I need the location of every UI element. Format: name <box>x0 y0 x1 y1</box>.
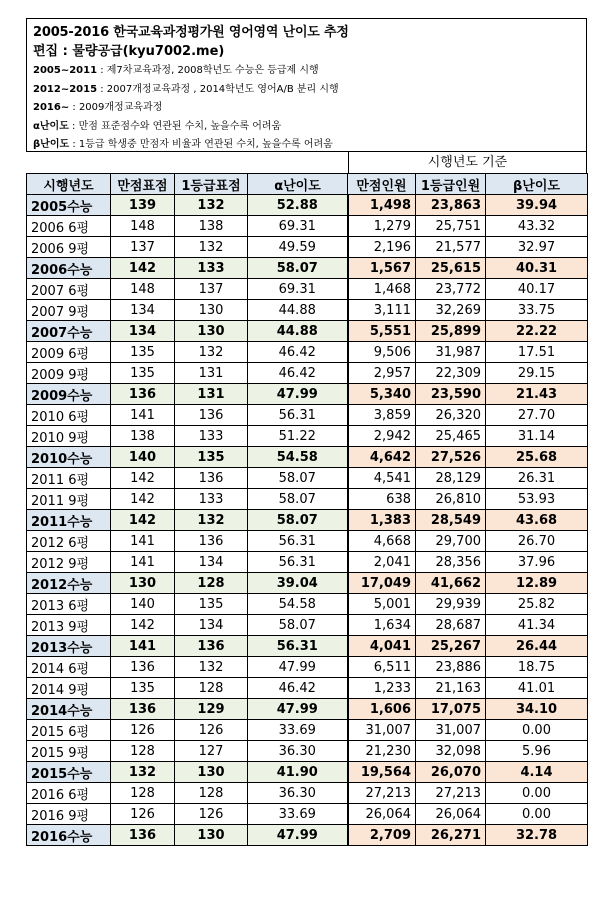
cell-grade1-score: 134 <box>175 552 248 573</box>
cell-grade1-score: 135 <box>175 447 248 468</box>
cell-perfect-count: 2,709 <box>348 825 416 846</box>
cell-alpha: 56.31 <box>248 636 348 657</box>
cell-beta: 17.51 <box>486 342 588 363</box>
cell-alpha: 58.07 <box>248 615 348 636</box>
column-header-grade1-count: 1등급인원 <box>416 174 486 195</box>
column-header-alpha: α난이도 <box>248 174 348 195</box>
cell-perfect-score: 135 <box>111 678 175 699</box>
column-header-perfect-score: 만점표점 <box>111 174 175 195</box>
table-row <box>27 531 588 552</box>
table-row <box>27 825 588 846</box>
cell-grade1-count: 23,886 <box>416 657 486 678</box>
note-text: : 제7차교육과정, 2008학년도 수능은 등급제 시행 <box>97 65 319 76</box>
cell-perfect-score: 141 <box>111 552 175 573</box>
cell-alpha: 69.31 <box>248 216 348 237</box>
cell-grade1-score: 136 <box>175 405 248 426</box>
cell-alpha: 52.88 <box>248 195 348 216</box>
cell-grade1-score: 126 <box>175 720 248 741</box>
cell-year: 2011수능 <box>27 510 111 531</box>
cell-perfect-count: 9,506 <box>348 342 416 363</box>
table-row <box>27 216 588 237</box>
cell-perfect-score: 126 <box>111 720 175 741</box>
cell-perfect-count: 1,383 <box>348 510 416 531</box>
cell-perfect-count: 5,551 <box>348 321 416 342</box>
cell-year: 2007 9평 <box>27 300 111 321</box>
cell-beta: 43.68 <box>486 510 588 531</box>
cell-perfect-count: 21,230 <box>348 741 416 762</box>
cell-perfect-score: 138 <box>111 426 175 447</box>
cell-perfect-score: 130 <box>111 573 175 594</box>
cell-year: 2012 6평 <box>27 531 111 552</box>
cell-perfect-count: 4,668 <box>348 531 416 552</box>
cell-year: 2011 9평 <box>27 489 111 510</box>
cell-grade1-score: 130 <box>175 762 248 783</box>
cell-perfect-count: 1,279 <box>348 216 416 237</box>
basis-row <box>26 152 587 173</box>
cell-year: 2007수능 <box>27 321 111 342</box>
cell-grade1-score: 132 <box>175 195 248 216</box>
cell-alpha: 51.22 <box>248 426 348 447</box>
cell-year: 2011 6평 <box>27 468 111 489</box>
table-row <box>27 720 588 741</box>
cell-grade1-count: 27,213 <box>416 783 486 804</box>
cell-beta: 25.82 <box>486 594 588 615</box>
cell-grade1-count: 23,863 <box>416 195 486 216</box>
info-box <box>26 18 587 152</box>
cell-perfect-count: 2,041 <box>348 552 416 573</box>
cell-perfect-score: 126 <box>111 804 175 825</box>
cell-perfect-score: 141 <box>111 636 175 657</box>
table-row <box>27 258 588 279</box>
cell-beta: 22.22 <box>486 321 588 342</box>
cell-beta: 32.78 <box>486 825 588 846</box>
cell-grade1-score: 136 <box>175 636 248 657</box>
cell-grade1-count: 32,098 <box>416 741 486 762</box>
cell-alpha: 39.04 <box>248 573 348 594</box>
cell-grade1-count: 27,526 <box>416 447 486 468</box>
table-row <box>27 321 588 342</box>
column-header-perfect-count: 만점인원 <box>348 174 416 195</box>
cell-perfect-count: 27,213 <box>348 783 416 804</box>
column-header-beta: β난이도 <box>486 174 588 195</box>
cell-grade1-score: 126 <box>175 804 248 825</box>
cell-year: 2009 6평 <box>27 342 111 363</box>
cell-beta: 53.93 <box>486 489 588 510</box>
cell-grade1-score: 135 <box>175 594 248 615</box>
cell-grade1-count: 28,549 <box>416 510 486 531</box>
note-label: 2005~2011 <box>33 65 98 76</box>
cell-perfect-count: 4,642 <box>348 447 416 468</box>
note-label: 2012~2015 <box>33 83 98 95</box>
table-row <box>27 762 588 783</box>
cell-beta: 21.43 <box>486 384 588 405</box>
table-row <box>27 594 588 615</box>
cell-grade1-count: 25,899 <box>416 321 486 342</box>
cell-grade1-count: 28,129 <box>416 468 486 489</box>
cell-grade1-count: 28,356 <box>416 552 486 573</box>
cell-perfect-score: 132 <box>111 762 175 783</box>
cell-alpha: 54.58 <box>248 594 348 615</box>
table-row <box>27 552 588 573</box>
table-row <box>27 363 588 384</box>
cell-perfect-count: 5,001 <box>348 594 416 615</box>
cell-grade1-count: 25,465 <box>416 426 486 447</box>
table-row <box>27 195 588 216</box>
note-text: : 2009개정교육과정 <box>69 102 163 114</box>
cell-grade1-count: 29,939 <box>416 594 486 615</box>
cell-perfect-count: 4,541 <box>348 468 416 489</box>
editor-line: 편집 : 물량공급(kyu7002.me) <box>33 44 225 59</box>
difficulty-table <box>26 173 588 846</box>
cell-year: 2013수능 <box>27 636 111 657</box>
cell-beta: 40.17 <box>486 279 588 300</box>
cell-perfect-score: 142 <box>111 258 175 279</box>
cell-perfect-count: 1,567 <box>348 258 416 279</box>
cell-alpha: 56.31 <box>248 531 348 552</box>
sheet-title: 2005-2016 한국교육과정평가원 영어영역 난이도 추정 <box>33 25 349 40</box>
cell-alpha: 47.99 <box>248 825 348 846</box>
cell-alpha: 56.31 <box>248 405 348 426</box>
cell-perfect-score: 139 <box>111 195 175 216</box>
cell-perfect-count: 1,233 <box>348 678 416 699</box>
cell-grade1-score: 131 <box>175 363 248 384</box>
cell-perfect-score: 136 <box>111 657 175 678</box>
cell-grade1-score: 136 <box>175 468 248 489</box>
cell-grade1-score: 133 <box>175 258 248 279</box>
cell-perfect-score: 141 <box>111 405 175 426</box>
cell-perfect-score: 134 <box>111 300 175 321</box>
table-row <box>27 741 588 762</box>
cell-year: 2006수능 <box>27 258 111 279</box>
cell-perfect-score: 134 <box>111 321 175 342</box>
table-row <box>27 300 588 321</box>
cell-year: 2010수능 <box>27 447 111 468</box>
cell-perfect-score: 140 <box>111 594 175 615</box>
cell-perfect-count: 2,942 <box>348 426 416 447</box>
table-row <box>27 510 588 531</box>
cell-alpha: 47.99 <box>248 384 348 405</box>
cell-year: 2015 9평 <box>27 741 111 762</box>
cell-perfect-count: 31,007 <box>348 720 416 741</box>
cell-year: 2013 6평 <box>27 594 111 615</box>
cell-alpha: 46.42 <box>248 363 348 384</box>
cell-year: 2012수능 <box>27 573 111 594</box>
cell-grade1-count: 23,590 <box>416 384 486 405</box>
cell-perfect-count: 1,468 <box>348 279 416 300</box>
cell-year: 2005수능 <box>27 195 111 216</box>
cell-perfect-count: 6,511 <box>348 657 416 678</box>
table-row <box>27 447 588 468</box>
cell-grade1-count: 21,163 <box>416 678 486 699</box>
cell-alpha: 47.99 <box>248 657 348 678</box>
cell-grade1-score: 133 <box>175 426 248 447</box>
cell-beta: 25.68 <box>486 447 588 468</box>
cell-beta: 26.31 <box>486 468 588 489</box>
cell-beta: 37.96 <box>486 552 588 573</box>
table-row <box>27 405 588 426</box>
cell-alpha: 69.31 <box>248 279 348 300</box>
cell-alpha: 46.42 <box>248 678 348 699</box>
cell-grade1-score: 129 <box>175 699 248 720</box>
cell-year: 2012 9평 <box>27 552 111 573</box>
cell-beta: 34.10 <box>486 699 588 720</box>
cell-beta: 5.96 <box>486 741 588 762</box>
cell-perfect-score: 142 <box>111 510 175 531</box>
table-header-row <box>27 174 588 195</box>
cell-grade1-count: 26,271 <box>416 825 486 846</box>
cell-grade1-score: 138 <box>175 216 248 237</box>
cell-alpha: 33.69 <box>248 804 348 825</box>
cell-year: 2016 6평 <box>27 783 111 804</box>
table-row <box>27 384 588 405</box>
cell-perfect-count: 1,606 <box>348 699 416 720</box>
table-row <box>27 468 588 489</box>
table-row <box>27 342 588 363</box>
cell-alpha: 58.07 <box>248 510 348 531</box>
cell-grade1-count: 23,772 <box>416 279 486 300</box>
cell-beta: 4.14 <box>486 762 588 783</box>
note-text: : 2007개정교육과정 , 2014학년도 영어A/B 분리 시행 <box>97 83 339 95</box>
cell-perfect-count: 17,049 <box>348 573 416 594</box>
cell-year: 2014 9평 <box>27 678 111 699</box>
cell-grade1-score: 137 <box>175 279 248 300</box>
cell-grade1-count: 17,075 <box>416 699 486 720</box>
cell-grade1-count: 31,987 <box>416 342 486 363</box>
cell-perfect-count: 19,564 <box>348 762 416 783</box>
cell-perfect-score: 136 <box>111 384 175 405</box>
cell-perfect-count: 1,634 <box>348 615 416 636</box>
cell-perfect-count: 5,340 <box>348 384 416 405</box>
cell-beta: 33.75 <box>486 300 588 321</box>
cell-year: 2014 6평 <box>27 657 111 678</box>
cell-year: 2016수능 <box>27 825 111 846</box>
table-row <box>27 804 588 825</box>
note-line <box>33 99 580 118</box>
cell-grade1-score: 128 <box>175 678 248 699</box>
cell-perfect-score: 135 <box>111 363 175 384</box>
cell-grade1-score: 132 <box>175 342 248 363</box>
note-line <box>33 81 580 100</box>
cell-year: 2006 9평 <box>27 237 111 258</box>
cell-grade1-count: 28,687 <box>416 615 486 636</box>
cell-beta: 26.44 <box>486 636 588 657</box>
cell-grade1-count: 31,007 <box>416 720 486 741</box>
cell-perfect-score: 148 <box>111 279 175 300</box>
cell-alpha: 47.99 <box>248 699 348 720</box>
note-line <box>33 118 580 137</box>
cell-alpha: 58.07 <box>248 468 348 489</box>
cell-alpha: 44.88 <box>248 300 348 321</box>
cell-beta: 0.00 <box>486 783 588 804</box>
cell-perfect-score: 136 <box>111 825 175 846</box>
table-row <box>27 615 588 636</box>
table-row <box>27 489 588 510</box>
cell-year: 2013 9평 <box>27 615 111 636</box>
cell-perfect-score: 142 <box>111 489 175 510</box>
table-row <box>27 636 588 657</box>
cell-grade1-count: 25,267 <box>416 636 486 657</box>
cell-grade1-score: 131 <box>175 384 248 405</box>
cell-alpha: 41.90 <box>248 762 348 783</box>
cell-perfect-count: 4,041 <box>348 636 416 657</box>
cell-grade1-score: 133 <box>175 489 248 510</box>
cell-perfect-score: 128 <box>111 783 175 804</box>
cell-perfect-count: 26,064 <box>348 804 416 825</box>
cell-grade1-score: 128 <box>175 573 248 594</box>
cell-perfect-count: 2,957 <box>348 363 416 384</box>
note-text: : 1등급 학생중 만점자 비율과 연관된 수치, 높을수록 어려움 <box>69 139 333 151</box>
cell-perfect-score: 142 <box>111 615 175 636</box>
table-row <box>27 783 588 804</box>
cell-perfect-count: 638 <box>348 489 416 510</box>
cell-beta: 41.01 <box>486 678 588 699</box>
cell-grade1-count: 22,309 <box>416 363 486 384</box>
cell-beta: 40.31 <box>486 258 588 279</box>
cell-year: 2007 6평 <box>27 279 111 300</box>
cell-grade1-count: 26,320 <box>416 405 486 426</box>
cell-perfect-score: 136 <box>111 699 175 720</box>
cell-beta: 39.94 <box>486 195 588 216</box>
cell-perfect-score: 142 <box>111 468 175 489</box>
cell-perfect-score: 141 <box>111 531 175 552</box>
note-line <box>33 62 580 81</box>
cell-year: 2006 6평 <box>27 216 111 237</box>
cell-year: 2015수능 <box>27 762 111 783</box>
cell-year: 2014수능 <box>27 699 111 720</box>
cell-year: 2016 9평 <box>27 804 111 825</box>
cell-grade1-count: 26,810 <box>416 489 486 510</box>
cell-year: 2009 9평 <box>27 363 111 384</box>
table-row <box>27 279 588 300</box>
cell-grade1-count: 26,070 <box>416 762 486 783</box>
cell-grade1-count: 29,700 <box>416 531 486 552</box>
table-row <box>27 426 588 447</box>
cell-beta: 12.89 <box>486 573 588 594</box>
cell-beta: 31.14 <box>486 426 588 447</box>
cell-year: 2010 9평 <box>27 426 111 447</box>
basis-label: 시행년도 기준 <box>348 152 587 173</box>
cell-alpha: 36.30 <box>248 783 348 804</box>
note-label: 2016~ <box>33 102 70 114</box>
cell-year: 2009수능 <box>27 384 111 405</box>
cell-beta: 32.97 <box>486 237 588 258</box>
cell-grade1-count: 25,751 <box>416 216 486 237</box>
note-label: α난이도 <box>33 120 69 132</box>
table-row <box>27 699 588 720</box>
table-body <box>27 195 588 846</box>
cell-grade1-score: 132 <box>175 510 248 531</box>
cell-alpha: 44.88 <box>248 321 348 342</box>
cell-perfect-score: 128 <box>111 741 175 762</box>
cell-perfect-count: 3,111 <box>348 300 416 321</box>
cell-beta: 0.00 <box>486 720 588 741</box>
cell-alpha: 36.30 <box>248 741 348 762</box>
cell-grade1-score: 127 <box>175 741 248 762</box>
cell-beta: 0.00 <box>486 804 588 825</box>
cell-grade1-score: 128 <box>175 783 248 804</box>
cell-grade1-count: 26,064 <box>416 804 486 825</box>
cell-perfect-score: 140 <box>111 447 175 468</box>
cell-grade1-score: 136 <box>175 531 248 552</box>
cell-perfect-score: 137 <box>111 237 175 258</box>
cell-perfect-count: 3,859 <box>348 405 416 426</box>
cell-beta: 18.75 <box>486 657 588 678</box>
table-row <box>27 657 588 678</box>
cell-alpha: 46.42 <box>248 342 348 363</box>
cell-beta: 26.70 <box>486 531 588 552</box>
cell-alpha: 56.31 <box>248 552 348 573</box>
column-header-grade1-score: 1등급표점 <box>175 174 248 195</box>
spreadsheet <box>26 18 587 846</box>
column-header-year: 시행년도 <box>27 174 111 195</box>
table-row <box>27 237 588 258</box>
cell-grade1-count: 21,577 <box>416 237 486 258</box>
cell-year: 2010 6평 <box>27 405 111 426</box>
cell-grade1-score: 132 <box>175 237 248 258</box>
cell-beta: 41.34 <box>486 615 588 636</box>
cell-alpha: 49.59 <box>248 237 348 258</box>
table-row <box>27 573 588 594</box>
table-row <box>27 678 588 699</box>
cell-perfect-score: 148 <box>111 216 175 237</box>
cell-perfect-count: 1,498 <box>348 195 416 216</box>
cell-grade1-score: 130 <box>175 321 248 342</box>
cell-year: 2015 6평 <box>27 720 111 741</box>
cell-grade1-score: 130 <box>175 825 248 846</box>
cell-alpha: 33.69 <box>248 720 348 741</box>
cell-alpha: 58.07 <box>248 489 348 510</box>
cell-beta: 27.70 <box>486 405 588 426</box>
cell-grade1-count: 41,662 <box>416 573 486 594</box>
notes-list <box>33 62 580 155</box>
note-label: β난이도 <box>33 139 70 151</box>
cell-grade1-score: 130 <box>175 300 248 321</box>
cell-grade1-score: 132 <box>175 657 248 678</box>
cell-alpha: 54.58 <box>248 447 348 468</box>
cell-grade1-count: 32,269 <box>416 300 486 321</box>
cell-perfect-score: 135 <box>111 342 175 363</box>
cell-beta: 29.15 <box>486 363 588 384</box>
cell-grade1-count: 25,615 <box>416 258 486 279</box>
cell-grade1-score: 134 <box>175 615 248 636</box>
note-text: : 만점 표준점수와 연관된 수치, 높을수록 어려움 <box>68 120 282 132</box>
cell-alpha: 58.07 <box>248 258 348 279</box>
cell-perfect-count: 2,196 <box>348 237 416 258</box>
cell-beta: 43.32 <box>486 216 588 237</box>
